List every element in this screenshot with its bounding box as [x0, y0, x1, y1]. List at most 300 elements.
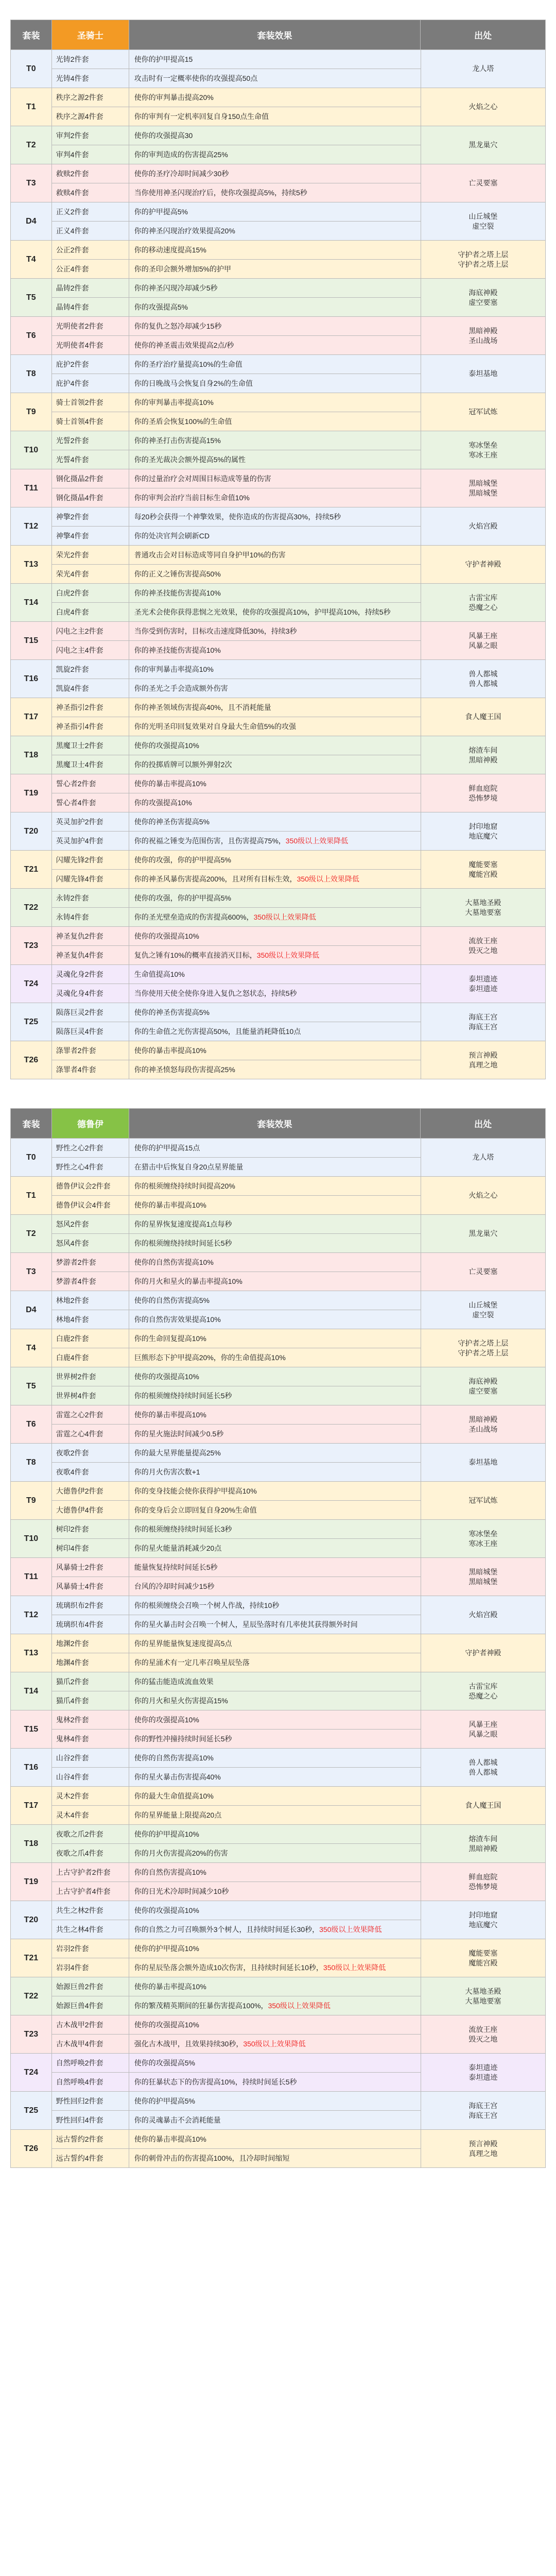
set-row	[52, 1348, 421, 1367]
set-name: 救赎2件套	[52, 164, 129, 183]
tier-label: T16	[11, 1749, 52, 1787]
tier-group	[11, 164, 546, 202]
tier-sets	[52, 812, 421, 851]
set-effect: 你的攻强提高5%	[129, 298, 421, 317]
set-name: 上古守护者2件套	[52, 1863, 129, 1882]
set-effect: 使你的自然伤害提高10%	[129, 1253, 421, 1272]
set-name: 光明使者2件套	[52, 317, 129, 336]
header-tier: 套装	[11, 1109, 52, 1139]
set-name: 晶铸4件套	[52, 298, 129, 317]
tier-label: T15	[11, 622, 52, 660]
set-effect: 当你受到伤害时，目标攻击速度降低30%，持续3秒	[129, 622, 421, 641]
set-row	[52, 1291, 421, 1310]
set-name: 黑魔卫士2件套	[52, 736, 129, 755]
set-effect: 使你的护甲提高10%	[129, 1939, 421, 1958]
tier-label: T23	[11, 927, 52, 965]
tier-group	[11, 1291, 546, 1329]
set-name: 誓心者2件套	[52, 774, 129, 793]
set-name: 地渊2件套	[52, 1634, 129, 1653]
set-row	[52, 1367, 421, 1386]
tier-sets	[52, 164, 421, 202]
set-name: 怒风4件套	[52, 1234, 129, 1253]
set-name: 野性回归2件套	[52, 2092, 129, 2111]
set-row	[52, 1041, 421, 1060]
tier-source: 火焰宫殿	[421, 507, 546, 546]
tier-group	[11, 50, 546, 88]
set-row	[52, 1386, 421, 1405]
set-name: 世界树4件套	[52, 1386, 129, 1405]
effect-penalty-note: 350级以上效果降低	[268, 2001, 331, 2010]
tier-label: T22	[11, 889, 52, 927]
tier-group	[11, 1405, 546, 1444]
set-effect	[129, 870, 421, 889]
tier-source: 黑龙巢穴	[421, 126, 546, 164]
set-name: 秩序之源2件套	[52, 88, 129, 107]
tier-label: T0	[11, 1139, 52, 1177]
set-row	[52, 2015, 421, 2035]
set-effect: 你的攻强提高10%	[129, 793, 421, 812]
tier-sets	[52, 1710, 421, 1749]
tier-source: 魔能要塞 魔能宫殿	[421, 1939, 546, 1977]
set-name: 神圣指引2件套	[52, 698, 129, 717]
set-effect: 你的审判造成的伤害提高25%	[129, 145, 421, 164]
header-effect: 套装效果	[129, 1109, 421, 1139]
tier-sets	[52, 889, 421, 927]
tier-source: 封印地窟 地底魔穴	[421, 1901, 546, 1939]
set-effect: 你的神圣闪现冷却减少5秒	[129, 279, 421, 298]
set-name: 公正4件套	[52, 260, 129, 279]
tier-group	[11, 126, 546, 164]
set-name: 英灵加护2件套	[52, 812, 129, 832]
tier-group	[11, 1482, 546, 1520]
set-effect: 使你的自然伤害提高10%	[129, 1749, 421, 1768]
set-name: 古木战甲4件套	[52, 2035, 129, 2054]
tier-source: 流放王座 毁灭之地	[421, 927, 546, 965]
set-row	[52, 622, 421, 641]
set-row	[52, 1558, 421, 1577]
tier-sets	[52, 736, 421, 774]
tier-label: D4	[11, 1291, 52, 1329]
set-name: 钢化摄晶4件套	[52, 488, 129, 507]
tier-label: T15	[11, 1710, 52, 1749]
tier-label: T12	[11, 507, 52, 546]
tier-group	[11, 774, 546, 812]
set-effect: 你的神圣打击伤害提高15%	[129, 431, 421, 450]
set-effect: 使你的攻强提高10%	[129, 1710, 421, 1730]
set-name: 光铸2件套	[52, 50, 129, 69]
set-effect: 生命值提高10%	[129, 965, 421, 984]
set-effect: 你的星界恢复速度提高1点每秒	[129, 1215, 421, 1234]
set-effect: 你的刺骨冲击的伤害提高100%，且冷却时间缩短	[129, 2149, 421, 2168]
set-name: 神圣复仇4件套	[52, 946, 129, 965]
set-name: 山谷4件套	[52, 1768, 129, 1787]
set-name: 闪耀先锋2件套	[52, 851, 129, 870]
set-effect: 你的神圣技能伤害提高10%	[129, 641, 421, 660]
set-row	[52, 793, 421, 812]
tier-source: 冠军试炼	[421, 393, 546, 431]
set-row	[52, 717, 421, 736]
tier-sets	[52, 1901, 421, 1939]
set-name: 野性回归4件套	[52, 2111, 129, 2130]
tier-label: T26	[11, 2130, 52, 2168]
effect-text-wrap	[134, 874, 359, 884]
tier-sets	[52, 1825, 421, 1863]
tier-label: T16	[11, 660, 52, 698]
effect-penalty-note: 350级以上效果降低	[243, 2039, 306, 2048]
set-row	[52, 2149, 421, 2168]
set-effect: 圣光术会使你获得悲悯之光效果，使你的攻强提高10%，护甲提高10%，持续5秒	[129, 603, 421, 622]
table-header	[11, 1109, 546, 1139]
set-effect: 使你的自然伤害提高5%	[129, 1291, 421, 1310]
set-name: 野性之心2件套	[52, 1139, 129, 1158]
set-row	[52, 1825, 421, 1844]
set-effect: 你的移动速度提高15%	[129, 241, 421, 260]
tier-source: 守护者神殿	[421, 1634, 546, 1672]
tier-label: T11	[11, 469, 52, 507]
tier-sets	[52, 2130, 421, 2168]
effect-text-wrap	[134, 836, 348, 846]
tier-label: T9	[11, 393, 52, 431]
tier-label: T5	[11, 1367, 52, 1405]
tier-source: 守护者之塔上层 守护者之塔上层	[421, 241, 546, 279]
set-name: 灵木4件套	[52, 1806, 129, 1825]
tier-label: T5	[11, 279, 52, 317]
set-row	[52, 1596, 421, 1615]
set-effect: 你的星火能量消耗减少20点	[129, 1539, 421, 1558]
tier-sets	[52, 927, 421, 965]
effect-text-wrap	[134, 2039, 306, 2049]
set-effect: 你的月火伤害提高20%的伤害	[129, 1844, 421, 1863]
set-row	[52, 870, 421, 889]
table-header	[11, 20, 546, 50]
tier-source: 泰坦基地	[421, 355, 546, 393]
tier-source: 食人魔王国	[421, 698, 546, 736]
tier-sets	[52, 393, 421, 431]
set-effect: 使你的攻强提高30	[129, 126, 421, 145]
tier-sets	[52, 202, 421, 241]
tier-label: T21	[11, 851, 52, 889]
set-name: 正义4件套	[52, 222, 129, 241]
tier-label: T11	[11, 1558, 52, 1596]
effect-penalty-note: 350级以上效果降低	[285, 836, 349, 845]
set-effect: 你的星界能量上限提高20点	[129, 1806, 421, 1825]
set-effect: 你的生命回复提高10%	[129, 1329, 421, 1348]
set-effect: 使你的暴击率提高10%	[129, 1041, 421, 1060]
tier-source: 泰坦基地	[421, 1444, 546, 1482]
tier-label: T1	[11, 1177, 52, 1215]
tier-sets	[52, 1520, 421, 1558]
tier-source: 封印地窟 地底魔穴	[421, 812, 546, 851]
set-effect: 你的猛击能造成流血效果	[129, 1672, 421, 1691]
set-name: 陨落巨灵4件套	[52, 1022, 129, 1041]
set-name: 光铸4件套	[52, 69, 129, 88]
set-effect: 使你的攻强，你的护甲提高5%	[129, 889, 421, 908]
tier-sets	[52, 1634, 421, 1672]
set-name: 野性之心4件套	[52, 1158, 129, 1177]
tier-group	[11, 1444, 546, 1482]
set-row	[52, 832, 421, 851]
set-name: 凯旋4件套	[52, 679, 129, 698]
tier-label: T6	[11, 317, 52, 355]
set-name: 琉璃织布2件套	[52, 1596, 129, 1615]
tier-group	[11, 1003, 546, 1041]
set-name: 林地4件套	[52, 1310, 129, 1329]
effect-text: 你的祝福之锤变为范围伤害，且伤害提高75%，	[134, 836, 286, 845]
tier-label: T10	[11, 431, 52, 469]
set-name: 白虎2件套	[52, 584, 129, 603]
header-class-name: 德鲁伊	[52, 1109, 129, 1139]
set-name: 秩序之源4件套	[52, 107, 129, 126]
set-name: 誓心者4件套	[52, 793, 129, 812]
set-row	[52, 546, 421, 565]
set-effect: 你的神圣闪现治疗效果提高20%	[129, 222, 421, 241]
set-row	[52, 241, 421, 260]
set-name: 大德鲁伊4件套	[52, 1501, 129, 1520]
set-effect: 使你的攻强提高10%	[129, 736, 421, 755]
set-effect: 使你的暴击率提高10%	[129, 2130, 421, 2149]
tier-group	[11, 546, 546, 584]
set-row	[52, 1691, 421, 1710]
set-effect: 你的自然伤害提高10%	[129, 1863, 421, 1882]
tier-source: 大墓地圣殿 大墓地要塞	[421, 889, 546, 927]
set-row	[52, 755, 421, 774]
set-name: 神擎4件套	[52, 527, 129, 546]
tier-sets	[52, 1291, 421, 1329]
set-name: 岩羽4件套	[52, 1958, 129, 1977]
tier-label: T1	[11, 88, 52, 126]
tier-group	[11, 2092, 546, 2130]
set-row	[52, 908, 421, 927]
tier-group	[11, 1253, 546, 1291]
tier-group	[11, 1863, 546, 1901]
tier-group	[11, 660, 546, 698]
tier-source: 海底神殿 虚空要塞	[421, 279, 546, 317]
set-name: 永铸2件套	[52, 889, 129, 908]
set-effect: 你的根须缠绕会召唤一个树人作战，持续10秒	[129, 1596, 421, 1615]
set-row	[52, 126, 421, 145]
set-name: 公正2件套	[52, 241, 129, 260]
tier-source: 风暴王座 风暴之眼	[421, 622, 546, 660]
tier-label: T21	[11, 1939, 52, 1977]
tier-group	[11, 2015, 546, 2054]
set-effect	[129, 2035, 421, 2054]
set-name: 梦游者2件套	[52, 1253, 129, 1272]
set-effect: 使你的攻强提高10%	[129, 1367, 421, 1386]
set-row	[52, 1501, 421, 1520]
set-effect	[129, 1996, 421, 2015]
set-name: 德鲁伊议会4件套	[52, 1196, 129, 1215]
set-row	[52, 50, 421, 69]
tier-sets	[52, 1253, 421, 1291]
set-effect: 使你的暴击率提高10%	[129, 1977, 421, 1996]
set-effect: 你的月火和星火的暴击率提高10%	[129, 1272, 421, 1291]
set-row	[52, 851, 421, 870]
set-name: 德鲁伊议会2件套	[52, 1177, 129, 1196]
set-row	[52, 507, 421, 527]
tier-label: T24	[11, 2054, 52, 2092]
tier-sets	[52, 1863, 421, 1901]
tier-group	[11, 622, 546, 660]
tier-label: T8	[11, 355, 52, 393]
set-table-2	[10, 1108, 546, 2168]
set-effect: 你的圣印会额外增加5%的护甲	[129, 260, 421, 279]
set-row	[52, 1482, 421, 1501]
set-name: 始源巨兽4件套	[52, 1996, 129, 2015]
set-effect: 你的神圣愤怒每段伤害提高25%	[129, 1060, 421, 1079]
tier-source: 预言神殿 真理之地	[421, 1041, 546, 1079]
set-name: 自然呼唤2件套	[52, 2054, 129, 2073]
set-effect: 你的根须缠绕持续时间延长5秒	[129, 1234, 421, 1253]
set-name: 灵魂化身4件套	[52, 984, 129, 1003]
set-name: 梦游者4件套	[52, 1272, 129, 1291]
set-row	[52, 488, 421, 507]
tier-sets	[52, 1444, 421, 1482]
tier-group	[11, 812, 546, 851]
tier-source: 兽人都城 兽人都城	[421, 1749, 546, 1787]
set-name: 涤罪者2件套	[52, 1041, 129, 1060]
set-row	[52, 1520, 421, 1539]
set-row	[52, 1234, 421, 1253]
set-effect: 每20秒会获得一个神擎效果，使你造成的伤害提高30%，持续5秒	[129, 507, 421, 527]
effect-text: 你的繁茂精英期间的狂暴伤害提高100%，	[134, 2001, 268, 2010]
set-name: 风暴骑士4件套	[52, 1577, 129, 1596]
tier-group	[11, 736, 546, 774]
tier-group	[11, 1329, 546, 1367]
set-effect: 使你的神圣震击效果提高2点/秒	[129, 336, 421, 355]
effect-text: 强化古木战甲，且效果持续30秒，	[134, 2039, 244, 2048]
tier-group	[11, 279, 546, 317]
tier-sets	[52, 1672, 421, 1710]
set-name: 白虎4件套	[52, 603, 129, 622]
tier-source: 亡灵要塞	[421, 1253, 546, 1291]
tier-group	[11, 2130, 546, 2168]
tier-group	[11, 1901, 546, 1939]
set-effect: 你的日光术冷却时间减少10秒	[129, 1882, 421, 1901]
tier-source: 兽人都城 兽人都城	[421, 660, 546, 698]
set-effect: 你的正义之锤伤害提高50%	[129, 565, 421, 584]
set-row	[52, 2092, 421, 2111]
set-effect: 你的生命值之光伤害提高50%，且能量消耗降低10点	[129, 1022, 421, 1041]
tier-source: 预言神殿 真理之地	[421, 2130, 546, 2168]
set-row	[52, 393, 421, 412]
set-row	[52, 679, 421, 698]
set-effect: 你的审判有一定机率回复自身150点生命值	[129, 107, 421, 126]
tier-sets	[52, 698, 421, 736]
tier-label: T19	[11, 774, 52, 812]
tier-group	[11, 88, 546, 126]
tier-label: T18	[11, 1825, 52, 1863]
set-row	[52, 965, 421, 984]
tier-label: T22	[11, 1977, 52, 2015]
set-row	[52, 565, 421, 584]
tier-source: 守护者神殿	[421, 546, 546, 584]
set-row	[52, 202, 421, 222]
set-effect: 你的投掷盾牌可以额外弹射2次	[129, 755, 421, 774]
set-effect: 你的星火暴击时会召唤一个树人，星辰坠落时有几率使其获得额外时间	[129, 1615, 421, 1634]
set-name: 鬼林2件套	[52, 1710, 129, 1730]
tier-label: T10	[11, 1520, 52, 1558]
tier-group	[11, 507, 546, 546]
tier-group	[11, 1825, 546, 1863]
tier-group	[11, 1558, 546, 1596]
set-name: 夜歌2件套	[52, 1444, 129, 1463]
set-row	[52, 355, 421, 374]
tier-source: 火焰之心	[421, 1177, 546, 1215]
set-effect: 你的灵魂暴击不会消耗能量	[129, 2111, 421, 2130]
tier-label: T0	[11, 50, 52, 88]
set-row	[52, 1539, 421, 1558]
tier-label: T9	[11, 1482, 52, 1520]
set-name: 夜歌之爪2件套	[52, 1825, 129, 1844]
set-effect: 使你的护甲提高10%	[129, 1825, 421, 1844]
tier-sets	[52, 1558, 421, 1596]
tier-source: 泰坦遗迹 泰坦遗迹	[421, 965, 546, 1003]
set-name: 白鹿4件套	[52, 1348, 129, 1367]
set-effect	[129, 908, 421, 927]
set-effect: 攻击时有一定概率使你的攻强提高50点	[129, 69, 421, 88]
set-row	[52, 1749, 421, 1768]
set-effect: 你的神圣领域伤害提高40%，且不消耗能量	[129, 698, 421, 717]
set-row	[52, 1158, 421, 1177]
set-row	[52, 2035, 421, 2054]
set-name: 神擎2件套	[52, 507, 129, 527]
set-name: 山谷2件套	[52, 1749, 129, 1768]
set-effect: 你的光明圣印回复效果对自身最大生命值5%的攻强	[129, 717, 421, 736]
tier-source: 流放王座 毁灭之地	[421, 2015, 546, 2054]
set-effect: 你的处决官判会刷新CD	[129, 527, 421, 546]
tier-sets	[52, 965, 421, 1003]
tier-group	[11, 1749, 546, 1787]
effect-text-wrap	[134, 2001, 331, 2011]
tier-source: 海底神殿 虚空要塞	[421, 1367, 546, 1405]
tier-group	[11, 1939, 546, 1977]
tier-group	[11, 584, 546, 622]
tier-sets	[52, 1977, 421, 2015]
set-name: 地渊4件套	[52, 1653, 129, 1672]
set-name: 始源巨兽2件套	[52, 1977, 129, 1996]
tier-sets	[52, 507, 421, 546]
set-row	[52, 88, 421, 107]
set-row	[52, 1920, 421, 1939]
set-row	[52, 1615, 421, 1634]
set-row	[52, 1939, 421, 1958]
set-row	[52, 1196, 421, 1215]
set-name: 猫爪2件套	[52, 1672, 129, 1691]
set-effect: 你的根须缠绕持续时间延长5秒	[129, 1386, 421, 1405]
set-row	[52, 145, 421, 164]
effect-penalty-note: 350级以上效果降低	[319, 1925, 382, 1934]
set-row	[52, 1329, 421, 1348]
set-row	[52, 698, 421, 717]
set-effect	[129, 946, 421, 965]
set-name: 神圣指引4件套	[52, 717, 129, 736]
tier-label: T25	[11, 1003, 52, 1041]
tier-label: T18	[11, 736, 52, 774]
tier-label: T25	[11, 2092, 52, 2130]
set-name: 远古誓约2件套	[52, 2130, 129, 2149]
set-row	[52, 1844, 421, 1863]
tier-sets	[52, 851, 421, 889]
tier-source: 火焰之心	[421, 88, 546, 126]
tier-group	[11, 1977, 546, 2015]
tier-source: 海底王宫 海底王宫	[421, 2092, 546, 2130]
set-row	[52, 336, 421, 355]
set-row	[52, 984, 421, 1003]
set-effect: 你的圣疗治疗量提高10%的生命值	[129, 355, 421, 374]
set-effect: 你的过量治疗会对周围目标造成等量的伤害	[129, 469, 421, 488]
tier-group	[11, 355, 546, 393]
set-row	[52, 2130, 421, 2149]
